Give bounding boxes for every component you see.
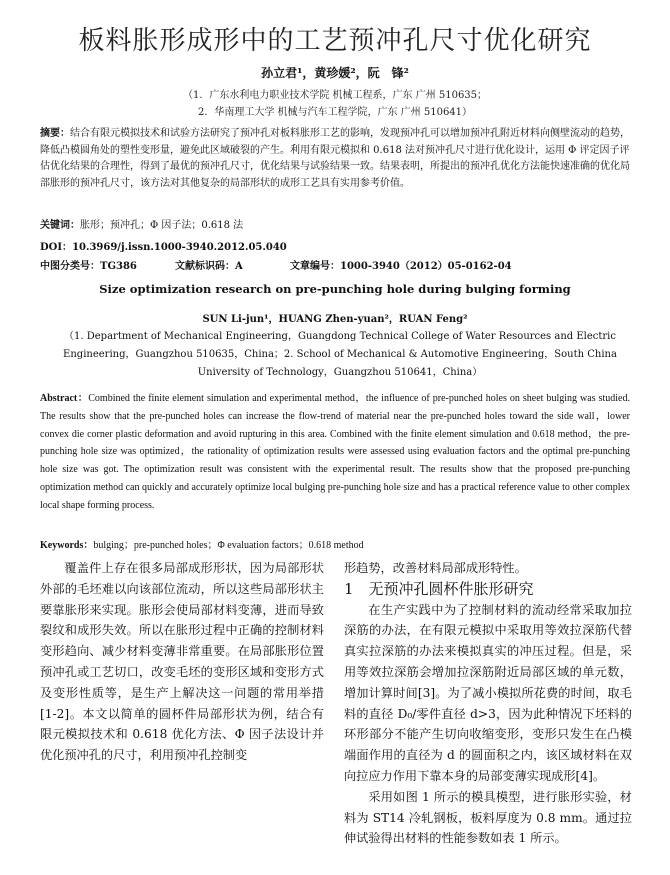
doi-label: DOI： bbox=[40, 242, 73, 253]
intro-paragraph: 覆盖件上存在很多局部成形形状，因为局部形状外部的毛坯难以向该部位流动，所以这些局部形状主要靠胀形来实现。胀形会使局部材料变薄，进而导致裂纹和成形失效。所以在胀形过程中正确的控制材料变形趋向、减少材料变薄非常重要。在局部胀形位置预冲孔或工艺切口，改变毛坯的变形区域和变形方式及变形性质等，是生产上解决这一问题的常用举措[1-2]。本文以简单的圆杯件局部形状为例，结合有限元模拟技术和 0.618 优化方法、Φ 因子法设计并优化预冲孔的尺寸，利用预冲孔控制变 bbox=[40, 561, 324, 763]
keywords-block bbox=[40, 218, 630, 235]
section-paragraph-2: 采用如图 1 所示的模具模型，进行胀形实验，材料为 ST14 冷轧钢板，板料厚度为 0.8 mm。通过拉伸试验得出材料的性能参数如表 1 所示。 bbox=[344, 789, 632, 846]
english-keywords-block bbox=[40, 537, 630, 555]
document-code-label: 文献标识码： bbox=[175, 261, 235, 272]
author-list: 孙立君¹，黄珍媛²，阮 锋² bbox=[261, 66, 409, 80]
english-affiliations: （1. Department of Mechanical Engineering，Guangdong Technical College of Water Resources and Electric Engineering，Guangzhou 510635，China；2. School of Mechanical & Automotive Engineering，South China University of Technology，Guangzhou 510641，China） bbox=[63, 331, 617, 378]
abstract-label: 摘要： bbox=[40, 128, 70, 139]
affiliation-line-1: （1．广东水利电力职业技术学院 机械工程系，广东 广州 510635； bbox=[182, 90, 488, 101]
clc-line bbox=[40, 257, 137, 272]
keywords-text: 胀形；预冲孔；Φ 因子法；0.618 法 bbox=[80, 220, 244, 231]
english-keywords-label: Keywords： bbox=[40, 540, 94, 551]
english-author-list: SUN Li-jun¹，HUANG Zhen-yuan²，RUAN Feng² bbox=[202, 314, 468, 325]
doi-value: 10.3969/j.issn.1000-3940.2012.05.040 bbox=[72, 242, 287, 253]
body-right-column bbox=[344, 558, 632, 849]
english-title: Size optimization research on pre-punching hole during bulging forming bbox=[99, 282, 571, 296]
english-abstract-label: Abstract： bbox=[40, 393, 89, 404]
article-number-label: 文章编号： bbox=[290, 261, 340, 272]
clc-label: 中图分类号： bbox=[40, 261, 100, 272]
abstract-text: 结合有限元模拟技术和试验方法研究了预冲孔对板料胀形工艺的影响，发现预冲孔可以增加预冲孔附近材料向侧壁流动的趋势，降低凸模圆角处的塑性变形量，避免此区域破裂的产生。利用有限元模拟和 0.618 法对预冲孔尺寸进行优化设计，运用 Φ 评定因子评估优化结果的合理性，得到了最优的预冲孔尺寸，优化结果与试验结果一致。结果表明，所提出的预冲孔优化方法能快速准确的优化局部胀形的预冲孔尺寸，该方法对其他复杂的局部形状的成形工艺具有实用参考价值。 bbox=[40, 128, 630, 189]
body-left-column bbox=[40, 558, 324, 766]
section-paragraph-1: 在生产实践中为了控制材料的流动经常采取加拉深筋的办法，在有限元模拟中采取用等效拉深筋代替真实拉深筋的办法来模拟真实的冲压过程。但是，采用等效拉深筋会增加拉深筋附近局部区域的单元数，增加计算时间[3]。为了减小模拟所花费的时间，取毛料的直径 D₀/零件直径 d>3，因为此种情况下坯料的环形部分不能产生切向收缩变形，变形只发生在凸模端面作用的直径为 d 的圆面积之内，该区域材料在双向拉应力作用下靠本身的局部变薄实现成形[4]。 bbox=[344, 602, 632, 783]
article-number-value: 1000-3940（2012）05-0162-04 bbox=[340, 261, 512, 272]
paper-title: 板料胀形成形中的工艺预冲孔尺寸优化研究 bbox=[78, 26, 592, 56]
english-keywords-text: bulging；pre-punched holes；Φ evaluation factors；0.618 method bbox=[93, 540, 364, 551]
keywords-label: 关键词： bbox=[40, 220, 80, 231]
affiliation-line-2: 2．华南理工大学 机械与汽车工程学院，广东 广州 510641） bbox=[197, 107, 473, 118]
document-code-value: A bbox=[235, 261, 243, 272]
english-abstract-block bbox=[40, 390, 630, 515]
document-code-line bbox=[175, 257, 243, 272]
intro-continuation: 形趋势，改善材料局部成形特性。 bbox=[344, 561, 527, 575]
doi-line bbox=[40, 238, 287, 253]
clc-value: TG386 bbox=[100, 261, 137, 272]
abstract-block bbox=[40, 126, 630, 192]
section-heading: 1 无预冲孔圆杯件胀形研究 bbox=[344, 579, 534, 598]
english-abstract-text: Combined the finite element simulation and experimental method，the influence of pre-punched holes on sheet bulging was studied. The results show that the pre-punched holes can increase the flow-trend of material near the pre-punched holes toward the side wall，lower convex die corner plastic deformation and avoid rupturing in this area. Combined with the finite element simulation and 0.618 method，the pre-punching hole size was optimized，the rationality of optimization results were assessed using evaluation factors and the optimal pre-punching hole size was got. The optimization result was consistent with the experimental result. The results show that the proposed pre-punching optimization method can quickly and accurately optimize local bulging pre-punching hole size and has a practical reference value to other complex local shape forming process. bbox=[40, 393, 630, 511]
article-number-line bbox=[290, 257, 512, 272]
